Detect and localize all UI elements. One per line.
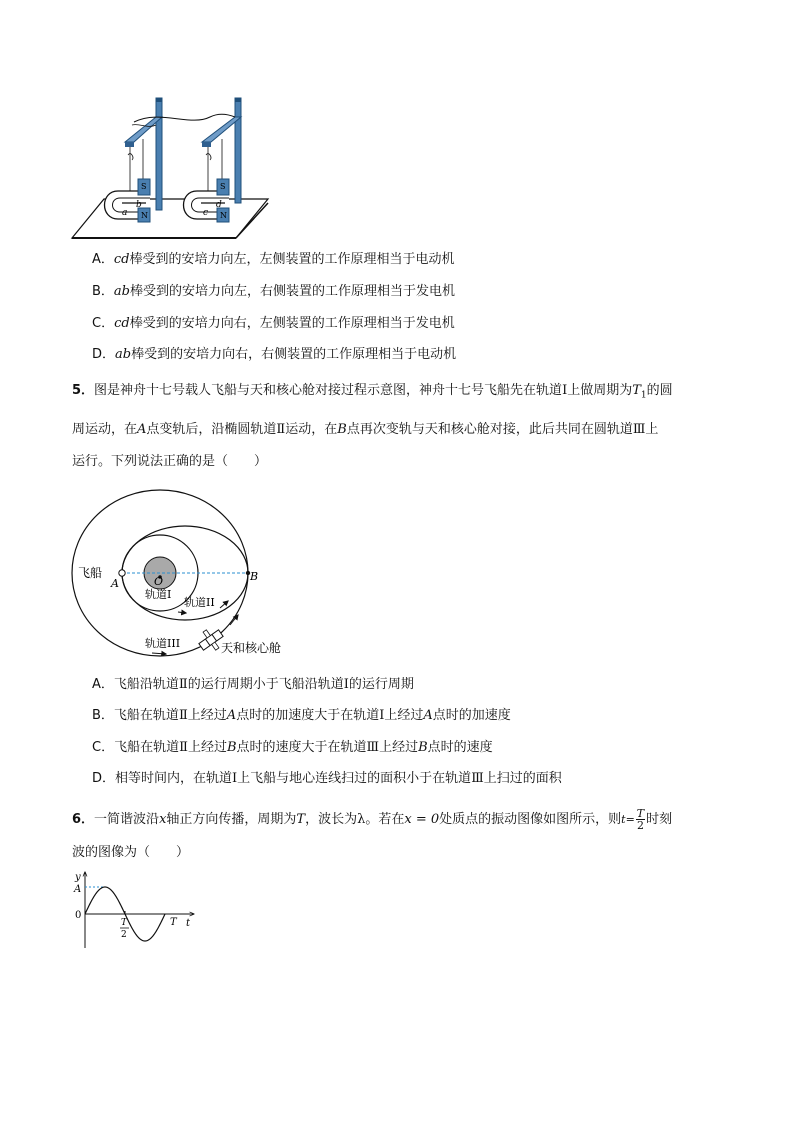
var-lambda: λ	[357, 812, 366, 827]
option-text: 棒受到的安培力向左，左侧装置的工作原理相当于电动机	[129, 252, 455, 267]
roman-numeral: Ⅱ	[178, 677, 188, 692]
origin-label: 0	[75, 910, 82, 921]
x-axis-label: t	[186, 918, 191, 929]
roman-numeral: Ⅲ	[471, 771, 484, 786]
option-letter: D．	[92, 771, 116, 786]
q5-text: 运行。下列说法正确的是（ ）	[72, 454, 268, 469]
q6-text: 轴正方向传播，周期为	[166, 812, 297, 827]
q6-vibration-graph	[66, 868, 206, 952]
option-letter: C．	[92, 740, 115, 755]
roman-numeral: Ⅱ	[178, 708, 188, 723]
option-text: 上经过	[187, 708, 227, 723]
option-text: 棒受到的安培力向右，右侧装置的工作原理相当于电动机	[131, 347, 457, 362]
var-cd: cd	[113, 252, 130, 267]
subscript: 1	[640, 390, 647, 401]
tick-label-half-num: T	[121, 918, 128, 928]
q6-text: 。若在	[365, 812, 405, 827]
q4-option-b[interactable]	[92, 284, 455, 300]
q5-text: 上	[645, 422, 659, 437]
label-a: A	[111, 577, 119, 590]
option-text: 上扫过的面积	[483, 771, 562, 786]
roman-numeral: Ⅰ	[379, 708, 385, 723]
q5-number: 5．	[72, 383, 95, 398]
roman-numeral: Ⅰ	[343, 677, 349, 692]
option-text: 点时的加速度	[432, 708, 511, 723]
var-cd: cd	[114, 316, 130, 331]
option-text: 的运行周期小于飞船沿轨道	[187, 677, 344, 692]
q5-option-d[interactable]	[92, 771, 562, 787]
q6-text: 一简谐波沿	[94, 812, 160, 827]
roman-numeral: Ⅱ	[276, 422, 286, 437]
q5-text: 图是神舟十七号载人飞船与天和核心舱对接过程示意图，神舟十七号飞船先在轨道	[94, 383, 563, 398]
q4-option-a[interactable]	[92, 252, 455, 268]
option-text: 飞船在轨道	[114, 740, 180, 755]
option-text: 点时的速度大于在轨道	[236, 740, 367, 755]
option-text: 相等时间内，在轨道	[115, 771, 233, 786]
q6-text: 波的图像为（ ）	[72, 845, 190, 860]
fraction-t-over-2	[636, 808, 645, 831]
label-orbit-1: 轨道I	[145, 588, 172, 601]
label-station: 天和核心舱	[221, 641, 282, 655]
option-letter: A．	[92, 677, 114, 692]
option-letter: C．	[92, 316, 115, 331]
q4-label-a: a	[122, 208, 128, 218]
q4-label-s-left: S	[141, 182, 147, 191]
var-a: A	[137, 422, 147, 437]
option-letter: D．	[92, 347, 116, 362]
tick-label-half-den: 2	[121, 930, 127, 940]
q5-stem-line1	[72, 383, 673, 404]
option-text: 上飞船与地心连线扫过的面积小于在轨道	[237, 771, 472, 786]
q6-number: 6．	[72, 812, 95, 827]
q4-label-s-right: S	[220, 182, 226, 191]
var-x: x	[159, 812, 167, 827]
q5-figure-orbits	[70, 485, 305, 663]
q5-stem-line2	[72, 422, 658, 438]
var-ab: ab	[113, 284, 130, 299]
equals-sign: =	[625, 813, 635, 826]
q4-label-n-right: N	[220, 211, 227, 220]
q4-label-d: d	[216, 200, 222, 210]
option-text: 的运行周期	[348, 677, 414, 692]
label-orbit-3: 轨道III	[145, 637, 181, 650]
var-t: T	[296, 812, 306, 827]
var-a: A	[226, 708, 237, 723]
var-b: B	[337, 422, 347, 437]
q5-option-a[interactable]	[92, 677, 414, 693]
y-axis-label: y	[75, 872, 81, 883]
var-t: T	[632, 383, 641, 398]
option-text: 上经过	[379, 740, 419, 755]
var-a: A	[423, 708, 433, 723]
var-b: B	[226, 740, 237, 755]
numerator: T	[636, 807, 645, 820]
option-text: 棒受到的安培力向右，左侧装置的工作原理相当于发电机	[129, 316, 455, 331]
roman-numeral: Ⅰ	[562, 383, 568, 398]
q4-option-c[interactable]	[92, 316, 455, 332]
q4-label-n-left: N	[141, 211, 148, 220]
option-letter: B．	[92, 284, 114, 299]
label-orbit-2: 轨道II	[184, 596, 215, 609]
label-spacecraft: 飞船	[78, 566, 103, 580]
q6-stem-line1	[72, 808, 672, 831]
option-text: 上经过	[187, 740, 227, 755]
q5-option-c[interactable]	[92, 740, 493, 756]
var-ab: ab	[115, 347, 132, 362]
q5-text: 周运动，在	[72, 422, 138, 437]
roman-numeral: Ⅲ	[366, 740, 380, 755]
q6-text: ，波长为	[305, 812, 358, 827]
q5-text: 的圆	[646, 383, 673, 398]
q4-label-b: b	[136, 200, 142, 210]
option-text: 点时的速度	[427, 740, 493, 755]
tick-label-t: T	[170, 917, 177, 928]
q5-text: 点再次变轨与天和核心舱对接，此后共同在圆轨道	[346, 422, 633, 437]
option-text: 上经过	[384, 708, 424, 723]
label-b: B	[250, 570, 259, 583]
q4-option-d[interactable]	[92, 347, 456, 363]
condition-x-zero: x = 0	[404, 812, 440, 827]
option-text: 点时的加速度大于在轨道	[236, 708, 380, 723]
var-b: B	[418, 740, 428, 755]
q5-text: 运动，在	[285, 422, 338, 437]
q5-option-b[interactable]	[92, 708, 511, 724]
roman-numeral: Ⅱ	[179, 740, 188, 755]
q6-text: 时刻	[646, 812, 673, 827]
q5-text: 点变轨后，沿椭圆轨道	[146, 422, 277, 437]
option-letter: B．	[92, 708, 114, 723]
roman-numeral: Ⅲ	[632, 422, 646, 437]
amplitude-label: A	[74, 884, 82, 895]
option-text: 飞船沿轨道	[113, 677, 179, 692]
option-letter: A．	[92, 252, 114, 267]
var-t-lower: t	[621, 813, 626, 826]
roman-numeral: Ⅰ	[232, 771, 238, 786]
q5-stem-line3	[72, 454, 267, 470]
q4-figure-apparatus	[70, 95, 275, 242]
q6-text: 处质点的振动图像如图所示，则	[439, 812, 622, 827]
option-text: 飞船在轨道	[113, 708, 179, 723]
label-o: O	[154, 575, 164, 588]
q4-label-c: c	[203, 208, 209, 218]
denominator: 2	[636, 819, 644, 832]
option-text: 棒受到的安培力向左，右侧装置的工作原理相当于发电机	[130, 284, 456, 299]
q5-text: 上做周期为	[567, 383, 633, 398]
q6-stem-line2	[72, 845, 189, 861]
point-a	[119, 570, 125, 576]
